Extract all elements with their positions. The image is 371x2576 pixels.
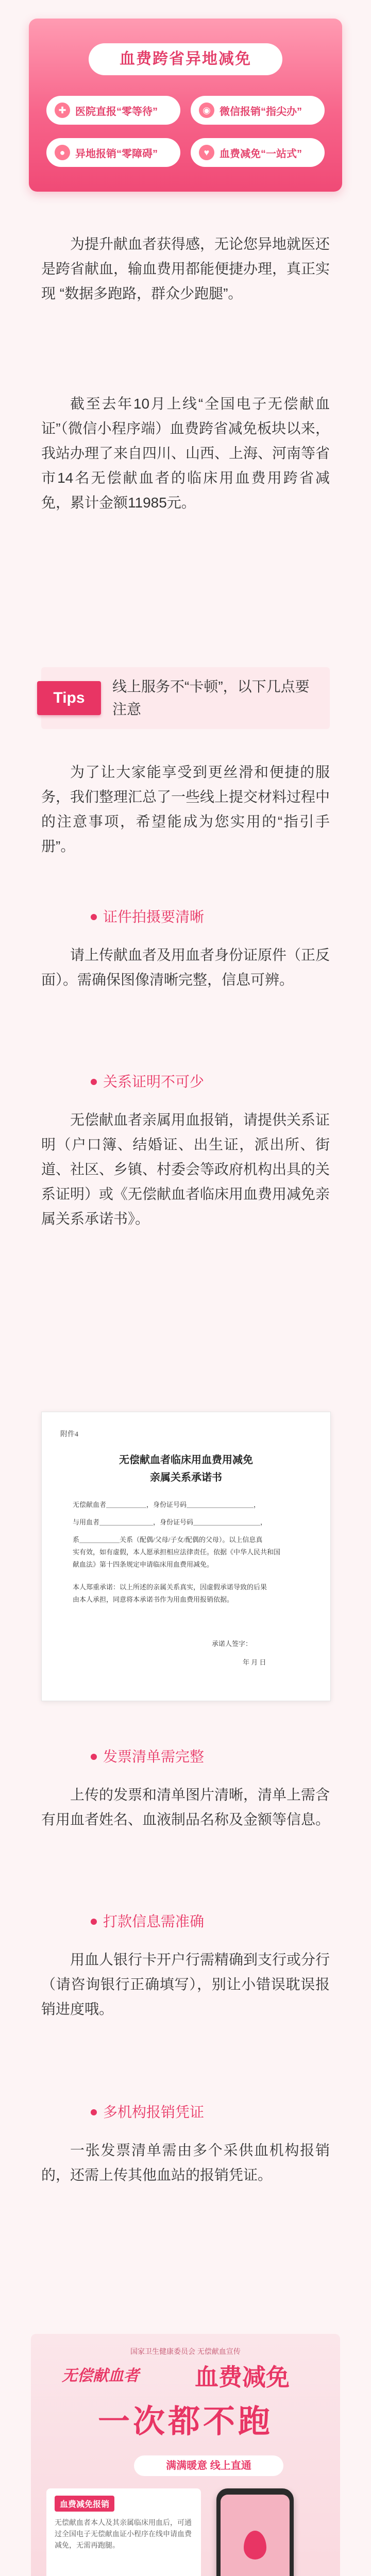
- section-title-invoice: [91, 1747, 204, 1767]
- banner-pill-wechat: [191, 96, 325, 125]
- section-body-invoice: 上传的发票和清单图片清晰，清单上需含有用血者姓名、血液制品名称及金额等信息。: [41, 1787, 330, 1827]
- section-title-id-photos: [91, 907, 204, 927]
- section-body-relationship: 无偿献血者亲属用血报销，请提供关系证明（户口簿、结婚证、出生证，派出所、街道、社区、乡镇、村委会等政府机构出具的关系证明）或《无偿献血者临床用血费用减免亲属关系承诺书》。: [41, 1112, 330, 1227]
- doc-line: 系＿＿＿＿＿＿关系（配偶/父母/子女/配偶的父母）。以上信息真: [73, 1536, 263, 1544]
- section-title-text: 打款信息需准确: [103, 1913, 205, 1929]
- bullet-dot-icon: [91, 1079, 97, 1085]
- section-body-payment: 用血人银行卡开户行需精确到支行或分行（请咨询银行正确填写），别让小错误耽误报销进度哦。: [41, 1952, 330, 2017]
- section-body-multi-agency: 一张发票清单需由多个采供血机构报销的，还需上传其他血站的报销凭证。: [41, 2142, 330, 2183]
- doc-line: 献血法》第十四条规定申请临床用血费用减免。: [73, 1561, 214, 1568]
- bullet-dot-icon: [91, 1754, 97, 1760]
- guide-intro: 为了让大家能享受到更丝滑和便捷的服务，我们整理汇总了一些线上提交材料过程中的注意事项，希望能成为您实用的“指引手册”。: [41, 764, 330, 854]
- section-title-text: 证件拍摄要清晰: [103, 909, 205, 925]
- doc-date-line: 年 月 日: [243, 1658, 266, 1666]
- banner-pill-hospital: [46, 96, 180, 125]
- bullet-dot-icon: [91, 1919, 97, 1925]
- section-body-id-photos: 请上传献血者及用血者身份证原件（正反面）。需确保图像清晰完整，信息可辨。: [41, 947, 330, 988]
- blood-drop-icon: ♥: [199, 145, 214, 160]
- section-title-text: 多机构报销凭证: [103, 2104, 205, 2120]
- doc-line: 与用血者＿＿＿＿＿＿＿＿，身份证号码＿＿＿＿＿＿＿＿＿＿，: [73, 1518, 267, 1526]
- intro-paragraph-2: 截至去年10月上线“全国电子无偿献血证”（微信小程序端）血费跨省减免板块以来，我站办理了来自四川、山西、上海、河南等省市14名无偿献血者的临床用血费用跨省减免，累计金额11985元。: [41, 396, 330, 511]
- bullet-dot-icon: [91, 2109, 97, 2115]
- phone-illustration: [216, 2488, 294, 2576]
- banner-pill-remote: [46, 138, 180, 167]
- doc-signature-line: 承诺人签字：: [212, 1640, 252, 1648]
- section-title-text: 关系证明不可少: [103, 1074, 205, 1090]
- doc-title-line-2: 亲属关系承诺书: [150, 1472, 222, 1483]
- header-banner: [29, 19, 342, 192]
- banner-title: 血费跨省异地减免: [89, 43, 282, 75]
- banner-pill-label: 血费减免“一站式”: [220, 148, 302, 160]
- poster-subtitle-badge: 满满暖意 线上直通: [134, 2455, 283, 2476]
- banner-pill-onestop: [191, 138, 325, 167]
- commitment-letter-image: [41, 1412, 331, 1701]
- phone-screen: [221, 2495, 290, 2576]
- bullet-dot-icon: [91, 914, 97, 920]
- map-pin-icon: ●: [55, 145, 70, 160]
- poster-top-caption: 国家卫生健康委员会 无偿献血宣传: [130, 2347, 241, 2355]
- poster-info-card: [46, 2488, 201, 2576]
- blood-drop-icon: [244, 2531, 266, 2560]
- doc-line: 无偿献血者＿＿＿＿＿＿，身份证号码＿＿＿＿＿＿＿＿＿＿，: [73, 1501, 261, 1509]
- doc-line: 本人郑重承诺：以上所述的亲属关系真实，因虚假承诺导致的后果: [73, 1583, 267, 1591]
- poster-card-title: 血费减免报销: [55, 2496, 114, 2512]
- wechat-icon: ◉: [199, 103, 214, 118]
- tips-box: [41, 667, 330, 729]
- doc-title-line-1: 无偿献血者临床用血费用减免: [119, 1454, 253, 1466]
- tips-tag: Tips: [37, 681, 101, 715]
- poster-right-heading: 血费减免: [195, 2364, 290, 2391]
- banner-pill-label: 医院直报“零等待”: [75, 106, 158, 117]
- doc-line: 实有效，如有虚假，本人愿承担相应法律责任。依据《中华人民共和国: [73, 1548, 281, 1556]
- section-title-multi-agency: [91, 2102, 204, 2123]
- hospital-icon: ✚: [55, 103, 70, 118]
- poster-main-slogan: 一次都不跑: [97, 2404, 273, 2439]
- poster-card-text: 无偿献血者本人及其亲属临床用血后，可通过全国电子无偿献血证小程序在线申请血费减免，无需再跑腿。: [55, 2518, 192, 2549]
- doc-line: 由本人承担，同意将本承诺书作为用血费用报销依据。: [73, 1596, 234, 1603]
- section-title-payment: [91, 1911, 204, 1932]
- intro-paragraph-1: 为提升献血者获得感，无论您异地就医还是跨省献血，输血费用都能便捷办理，真正实现 “数据多跑路，群众少跑腿”。: [41, 236, 330, 301]
- tips-text: 线上服务不“卡顿”，以下几点要注意: [112, 679, 310, 717]
- poster-left-heading: 无偿献血者: [62, 2367, 139, 2384]
- section-title-text: 发票清单需完整: [103, 1749, 205, 1765]
- section-title-relationship: [91, 1072, 204, 1092]
- doc-attachment-label: 附件4: [60, 1431, 78, 1438]
- banner-pill-label: 微信报销“指尖办”: [220, 106, 302, 117]
- promo-poster-no-trip: [31, 2334, 340, 2576]
- banner-pill-label: 异地报销“零障碍”: [75, 148, 158, 160]
